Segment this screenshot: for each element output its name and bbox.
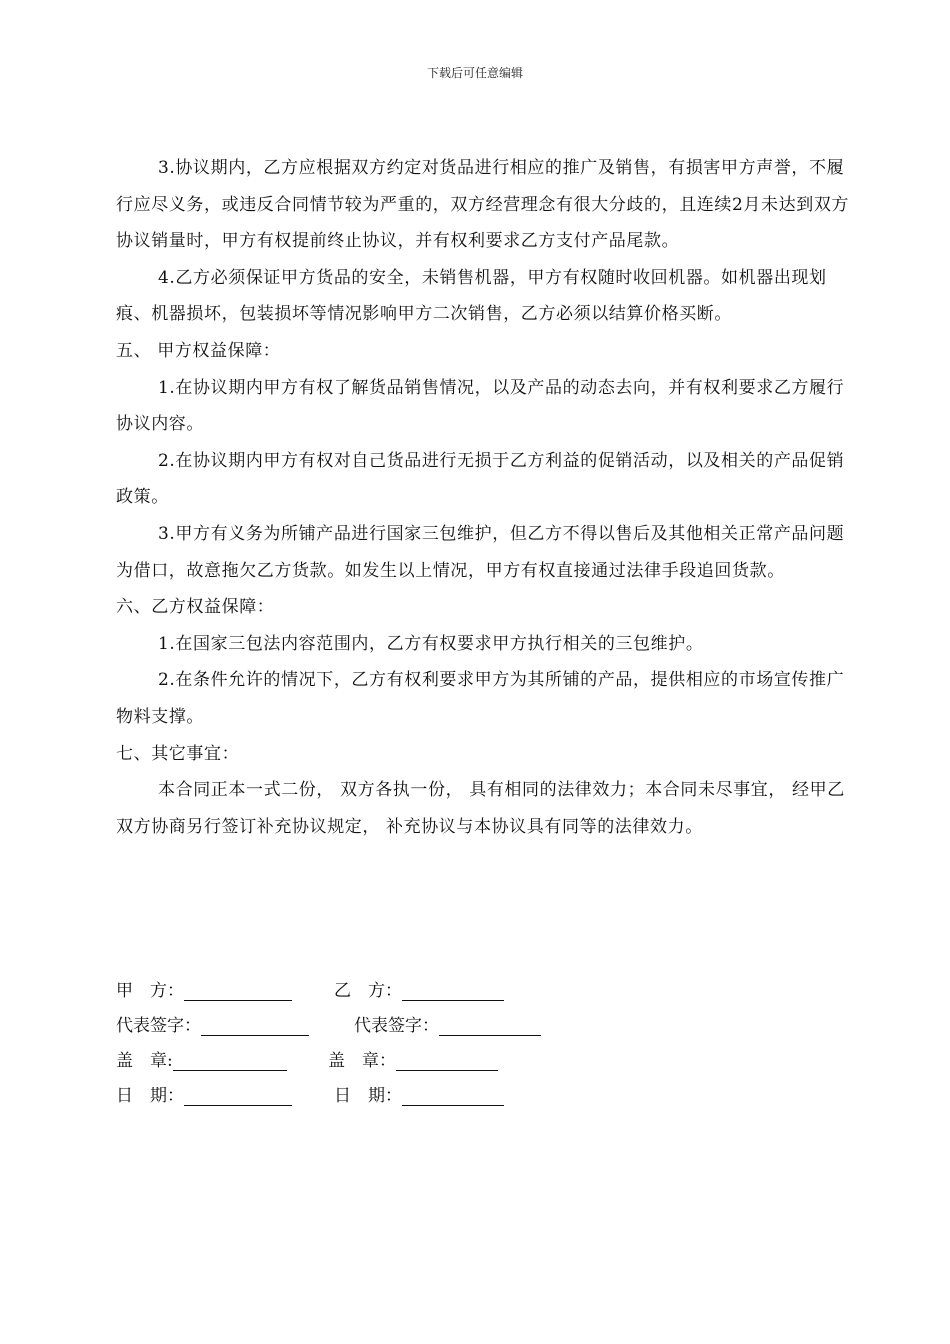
clause-6-1: 1.在国家三包法内容范围内，乙方有权要求甲方执行相关的三包维护。 [158,633,704,654]
party-b-field[interactable] [402,978,504,1001]
party-a-label: 甲 方： [116,981,184,1001]
date-b-field[interactable] [402,1083,504,1106]
rep-a-label: 代表签字： [116,1016,201,1036]
section-7-heading: 七、其它事宜： [116,743,240,764]
page-header: 下载后可任意编辑 [426,66,523,80]
seal-a-field[interactable] [173,1048,287,1071]
clause-4-3: 3.协议期内，乙方应根据双方约定对货品进行相应的推广及销售，有损害甲方声誉，不履行应尽义务，或违反合同情节较为严重的，双方经营理念有很大分歧的，且连续2月未达到双方协议销量时，甲方有权提前终止协议，并有权利要求乙方支付产品尾款。 [116,158,850,252]
party-a-field[interactable] [184,978,292,1001]
section-5-heading: 五、 甲方权益保障： [116,340,281,361]
rep-b-label: 代表签字： [354,1016,439,1036]
clause-5-2: 2.在协议期内甲方有权对自己货品进行无损于乙方利益的促销活动，以及相关的产品促销政策。 [116,450,845,508]
seal-b-field[interactable] [396,1048,498,1071]
clause-5-3: 3.甲方有义务为所铺产品进行国家三包维护，但乙方不得以售后及其他相关正常产品问题为借口，故意拖欠乙方货款。如发生以上情况，甲方有权直接通过法律手段追回货款。 [116,523,845,581]
signature-block [116,976,852,1116]
section-6-heading: 六、乙方权益保障： [116,597,275,618]
signature-row-party [116,976,852,1011]
seal-b-label: 盖 章： [328,1051,396,1071]
clause-4-4: 4.乙方必须保证甲方货品的安全，未销售机器，甲方有权随时收回机器。如机器出现划痕、机器损坏，包装损坏等情况影响甲方二次销售，乙方必须以结算价格买断。 [116,267,827,325]
date-a-field[interactable] [184,1083,292,1106]
signature-row-rep [116,1011,852,1046]
clause-6-2: 2.在条件允许的情况下，乙方有权利要求甲方为其所铺的产品，提供相应的市场宣传推广物料支撑。 [116,670,845,727]
date-a-label: 日 期： [116,1086,184,1106]
party-b-label: 乙 方： [334,981,402,1001]
rep-a-field[interactable] [201,1013,309,1036]
signature-row-date [116,1081,852,1116]
contract-body [116,150,852,845]
seal-a-label: 盖 章: [116,1051,173,1071]
date-b-label: 日 期： [334,1086,402,1106]
signature-row-seal [116,1046,852,1081]
clause-5-1: 1.在协议期内甲方有权了解货品销售情况，以及产品的动态去向，并有权利要求乙方履行协议内容。 [116,377,845,435]
clause-7-1: 本合同正本一式二份， 双方各执一份， 具有相同的法律效力；本合同未尽事宜， 经甲乙双方协商另行签订补充协议规定， 补充协议与本协议具有同等的法律效力。 [116,780,845,837]
rep-b-field[interactable] [439,1013,541,1036]
